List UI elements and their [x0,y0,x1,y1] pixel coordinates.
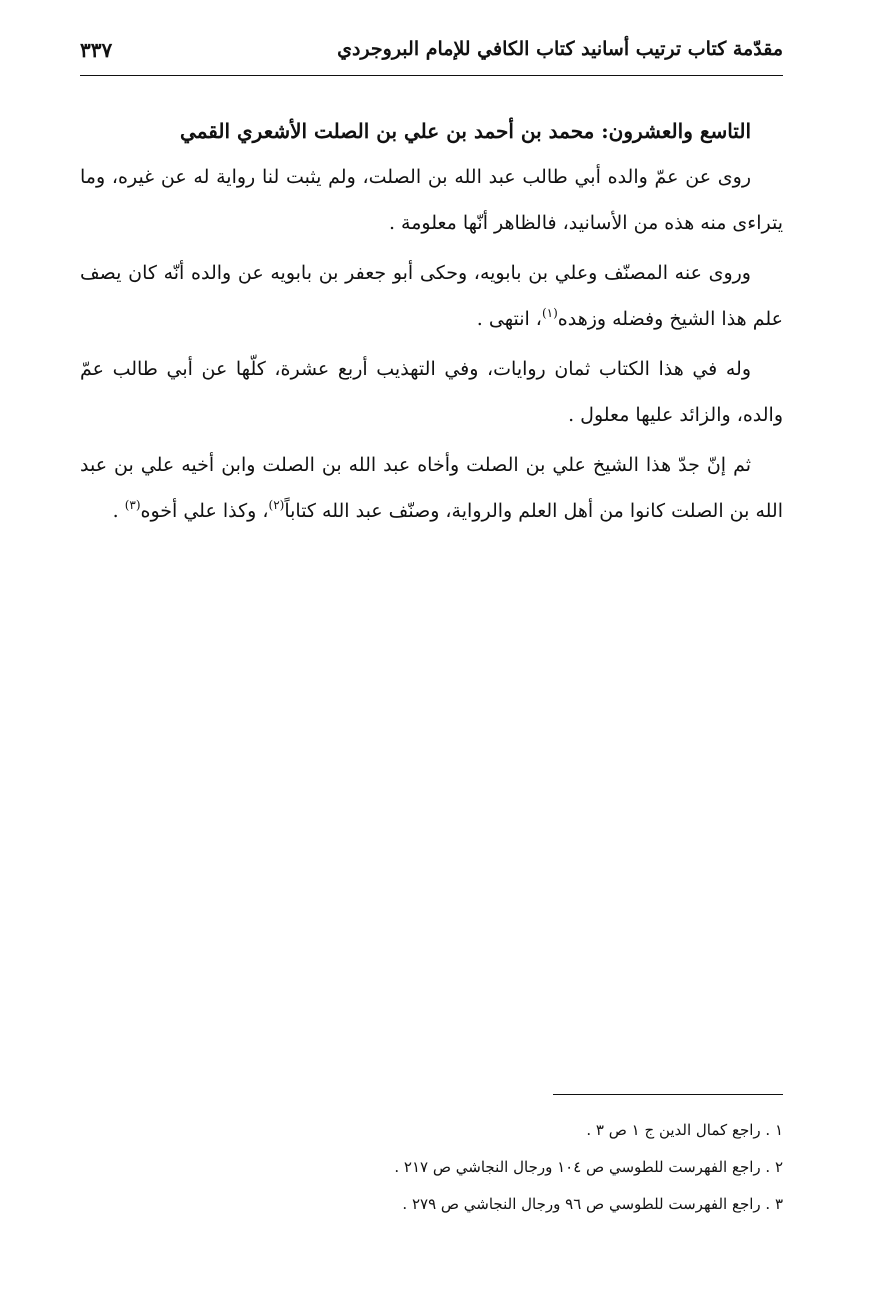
footnote-3: ٣ . راجع الفهرست للطوسي ص ٩٦ ورجال النجاشي ص ٢٧٩ . [402,1195,783,1213]
footnote-ref-3[interactable]: (٣) [124,498,141,512]
header-rule [80,75,783,76]
section-heading: التاسع والعشرون: محمد بن أحمد بن علي بن الصلت الأشعري القمي [180,119,751,143]
footnote-rule [553,1094,783,1095]
running-title: مقدّمة كتاب ترتيب أسانيد كتاب الكافي للإمام البروجردي [337,38,783,60]
paragraph-4 [80,442,783,534]
main-text [80,108,783,538]
footnote-2: ٢ . راجع الفهرست للطوسي ص ١٠٤ ورجال النجاشي ص ٢١٧ . [394,1158,783,1176]
paragraph-1: روى عن عمّ والده أبي طالب عبد الله بن الصلت، ولم يثبت لنا رواية له عن غيره، وما يتراءى منه هذه من الأسانيد، فالظاهر أنّها معلومة . [80,166,783,234]
footnote-ref-2[interactable]: (٢) [268,498,285,512]
footnotes [80,1112,783,1223]
paragraph-4-text: ثم إنّ جدّ هذا الشيخ علي بن الصلت وأخاه عبد الله بن الصلت وابن أخيه علي بن عبد الله بن الصلت كانوا من أهل العلم والرواية، وصنّف عبد الله كتاباً [80,454,783,522]
footnote-ref-1[interactable]: (١) [541,306,558,320]
page-number: ٣٣٧ [80,38,113,62]
running-header [80,38,783,74]
paragraph-4-end: . [112,500,125,522]
paragraph-2 [80,250,783,342]
paragraph-3: وله في هذا الكتاب ثمان روايات، وفي التهذيب أربع عشرة، كلّها عن أبي طالب عمّ والده، والزائد عليها معلول . [80,358,783,426]
paragraph-4-mid: ، وكذا علي أخوه [140,500,269,522]
paragraph-2-end: ، انتهى . [476,308,542,330]
footnote-1: ١ . راجع كمال الدين ج ١ ص ٣ . [586,1121,783,1139]
paragraph-2-text: وروى عنه المصنّف وعلي بن بابويه، وحكى أبو جعفر بن بابويه عن والده أنّه كان يصف علم هذا الشيخ وفضله وزهده [80,262,783,330]
